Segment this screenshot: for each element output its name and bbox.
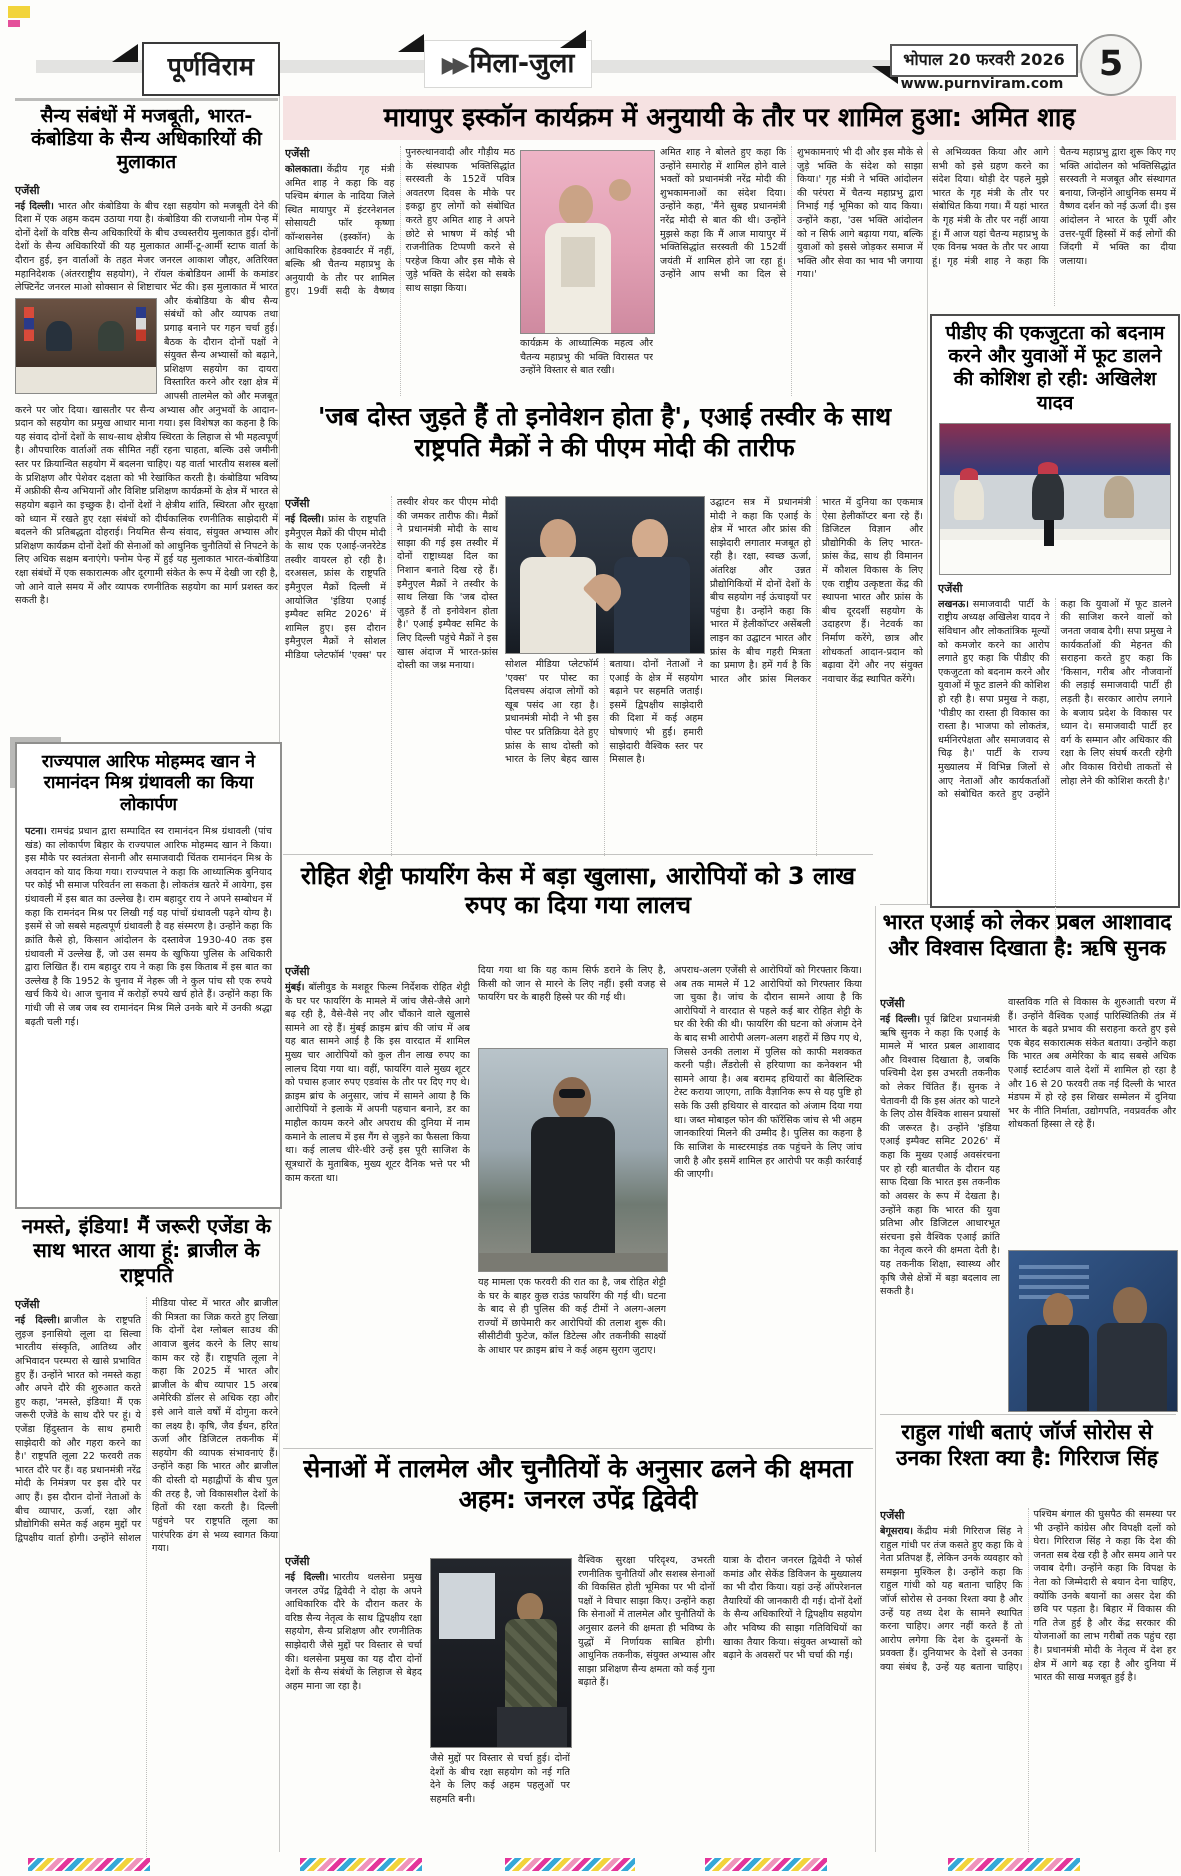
article-macron-continued	[710, 496, 923, 856]
column-divider	[875, 906, 876, 1852]
article-headline: रोहित शेट्टी फायरिंग केस में बड़ा खुलासा, आरोपियों को 3 लाख रुपए का दिया गया लालच	[300, 862, 856, 920]
military-meeting-photo	[15, 298, 157, 394]
byline: एजेंसी	[285, 965, 310, 978]
flag-triangle-icon	[112, 44, 138, 62]
officer-figure	[46, 321, 72, 351]
dateline: नई दिल्ली।	[15, 200, 54, 212]
figure	[520, 557, 596, 653]
dateline: पटना।	[25, 826, 47, 838]
flag	[24, 307, 34, 341]
article-rohit-continued	[674, 964, 862, 1446]
face	[553, 1077, 591, 1121]
body-text: सोशल मीडिया प्लेटफॉर्म 'एक्स' पर पोस्ट का दिलचस्प अंदाज लोगों को खूब पसंद आ रहा है। प्रधानमंत्री मोदी ने भी इस पोस्ट पर प्रतिक्रिया देते हुए फ्रांस के साथ दोस्ती को भारत के लिए बेहद खास बताया। दोनों नेताओं ने एआई के क्षेत्र में सहयोग बढ़ाने पर सहमति जताई। इसमें द्विपक्षीय साझेदारी की दिशा में कई अहम घोषणाएं भी हुईं। हमारी साझेदारी वैश्विक स्तर पर मिसाल है।	[505, 659, 703, 766]
garland	[561, 237, 595, 287]
byline: एजेंसी	[880, 1509, 905, 1522]
body-text: बॉलीवुड के मशहूर फिल्म निर्देशक रोहित शेट्टी के घर पर फायरिंग के मामले में जांच जैसे-जैसे आगे बढ़ रही है, वैसे-वैसे नए और चौंकाने वाले खुलासे सामने आ रहे हैं। मुंबई क्राइम ब्रांच की जांच में अब यह बात सामने आई है कि इस वारदात में शामिल मुख्य चार आरोपियों को कुल तीन लाख रुपए का लालच दिया गया था। वहीं, फायरिंग वाले मुख्य शूटर को पचास हजार रुपए एडवांस के तौर पर दिए गए थे। क्राइम ब्रांच के अनुसार, जांच में सामने आया है कि आरोपियों ने इलाके में अपनी पहचान बनाने, डर का माहौल कायम करने और अपराध की दुनिया में नाम कमाने के लालच में इस गैंग से जुड़ने का फैसला किया था। कई लालच धीरे-धीरे उन्हें इस पूरी साजिश के सूत्रधारों के मुताबिक, मुख्य शूटर दैनिक भत्ते पर भी काम करता था।	[285, 982, 470, 1184]
byline: एजेंसी	[285, 497, 310, 510]
article-headline: भारत एआई को लेकर प्रबल आशावाद और विश्वास दिखाता है: ऋषि सुनक	[882, 910, 1172, 960]
dateline: नई दिल्ली।	[285, 1572, 329, 1583]
face	[632, 519, 668, 561]
article-military	[15, 98, 278, 608]
leader-figure	[954, 476, 984, 520]
article-headline: सैन्य संबंधों में मजबूती, भारत-कंबोडिया के सैन्य अधिकारियों की मुलाकात	[31, 105, 262, 174]
body-text: ब्राजील के राष्ट्रपति लुइज इनासियो लूला दा सिल्वा भारतीय संस्कृति, आतिथ्य और अभिवादन परम्परा से खासे प्रभावित हुए हैं। उन्होंने भारत को नमस्ते कहा और अपने दौरे की शुरुआत करते हुए कहा, 'नमस्ते, इंडिया! मैं एक जरूरी एजेंडे के साथ दौरे पर हूं। ये एजेंडा हिंदुस्तान के साथ हमारी साझेदारी को और गहरा करने का है।' राष्ट्रपति लूला 22 फरवरी तक भारत दौरे पर हैं। वह प्रधानमंत्री नरेंद्र मोदी के निमंत्रण पर इस दौरे पर आए हैं। इस दौरान दोनों नेताओं के बीच व्यापार, ऊर्जा, रक्षा और प्रौद्योगिकी समेत कई अहम मुद्दों पर द्विपक्षीय वार्ता होगी। उन्होंने सोशल मीडिया पोस्ट में भारत और ब्राजील की मित्रता का जिक्र करते हुए लिखा कि दोनों देश ग्लोबल साउथ की आवाज बुलंद करने के लिए साथ काम कर रहे हैं। राष्ट्रपति लूला ने कहा कि 2025 में भारत और ब्राजील के बीच व्यापार 15 अरब अमेरिकी डॉलर से अधिक रहा और इसे आने वाले वर्षों में दोगुना करने का लक्ष्य है। कृषि, जैव ईंधन, हरित ऊर्जा और डिजिटल तकनीक में सहयोग की व्यापक संभावनाएं हैं। उन्होंने कहा कि भारत और ब्राजील की दोस्ती दो महाद्वीपों के बीच पुल की तरह है, जो विकासशील देशों के हितों की रक्षा करती है। दिल्ली पहुंचने पर राष्ट्रपति लूला का पारंपरिक ढंग से भव्य स्वागत किया गया।	[15, 1298, 278, 1555]
officer-figure	[98, 321, 124, 351]
dateline: कोलकाता।	[285, 164, 323, 175]
body-text: वैश्विक सुरक्षा परिदृश्य, उभरती रणनीतिक चुनौतियों और सशस्त्र सेनाओं की विकसित होती भूमिका पर भी दोनों पक्षों ने विचार साझा किए। उन्होंने कहा कि सेनाओं में तालमेल और चुनौतियों के अनुसार ढलने की क्षमता ही भविष्य के युद्धों में निर्णायक साबित होगी। आधुनिक तकनीक, संयुक्त अभ्यास और साझा प्रशिक्षण सैन्य क्षमता को कई गुना बढ़ाते हैं।	[578, 1555, 715, 1689]
body-text: जैसे मुद्दों पर विस्तार से चर्चा हुई। दोनों देशों के बीच रक्षा सहयोग को नई गति देने के लिए कई अहम पहलुओं पर सहमति बनी।	[430, 1753, 570, 1805]
conference-table	[940, 540, 1170, 574]
article-governor	[15, 742, 282, 1209]
article-headline: मायापुर इस्कॉन कार्यक्रम में अनुयायी के तौर पर शामिल हुआ: अमित शाह	[383, 103, 1076, 133]
article-sunak-headline	[878, 910, 1176, 990]
article-sunak-continued	[1008, 996, 1176, 1244]
flag-triangle-icon	[398, 34, 424, 52]
podium	[497, 1707, 567, 1747]
body-text: फ्रांस के राष्ट्रपति इमैनुएल मैक्रों की पीएम मोदी के साथ एक एआई-जनरेटेड तस्वीर वायरल हो रही है। दरअसल, फ्रांस के राष्ट्रपति इमैनुएल मैक्रों दिल्ली में आयोजित 'इंडिया एआई इम्पैक्ट समिट 2026' में शामिल हुए। इस दौरान इमैनुएल मैक्रों ने सोशल मीडिया प्लेटफॉर्म 'एक्स' पर तस्वीर शेयर कर पीएम मोदी की जमकर तारीफ की। मैक्रों ने प्रधानमंत्री मोदी के साथ साझा की गई इस तस्वीर में दोनों राष्ट्राध्यक्ष दिल का निशान बनाते दिख रहे हैं। इमैनुएल मैक्रों ने तस्वीर के साथ लिखा कि 'जब दोस्त जुड़ते हैं तो इनोवेशन होता है।' एआई इम्पैक्ट समिट के लिए दिल्ली पहुंचे मैक्रों ने इस खास अंदाज में भारत-फ्रांस दोस्ती का जश्न मनाया।	[285, 497, 498, 672]
figure	[1097, 1323, 1167, 1411]
website-url: www.purnviram.com	[900, 76, 1064, 92]
body-text: पूर्व ब्रिटिश प्रधानमंत्री ऋषि सुनक ने कहा कि एआई के मामले में भारत प्रबल आशावाद और विश्वास दिखाता है, जबकि पश्चिमी देश इस उभरती तकनीक को लेकर चिंतित हैं। सुनक ने चेतावनी दी कि इस अंतर को पाटने के लिए ठोस वैश्विक शासन प्रयासों की जरूरत है। उन्होंने 'इंडिया एआई इम्पैक्ट समिट 2026' में कहा कि मुख्य एआई अवसंरचना पर हो रही बातचीत के दौरान यह साफ दिखा कि भारत इस तकनीक को अवसर के रूप में देखता है। उन्होंने कहा कि भारत की युवा प्रतिभा और डिजिटल आधारभूत संरचना इसे वैश्विक एआई क्रांति का नेतृत्व करने की क्षमता देती है। यह तकनीक शिक्षा, स्वास्थ्य और कृषि जैसे क्षेत्रों में बड़ा बदलाव ला सकती है।	[880, 1014, 1000, 1298]
article-macron	[285, 496, 498, 856]
masthead	[142, 42, 280, 96]
army-chief-photo	[430, 1558, 572, 1748]
article-amit-shah-continued	[660, 146, 923, 396]
article-giriraj-headline	[878, 1420, 1176, 1502]
article-rohit	[285, 964, 470, 1446]
article-amit-shah	[285, 146, 515, 396]
rishi-sunak-photo	[1008, 1250, 1178, 1412]
article-headline: पीडीए की एकजुटता को बदनाम करने और युवाओं में फूट डालने की कोशिश हो रही: अखिलेश यादव	[945, 322, 1165, 414]
figure	[531, 1117, 615, 1271]
article-headline: सेनाओं में तालमेल और चुनौतियों के अनुसार ढलने की क्षमता अहम: जनरल उपेंद्र द्विवेदी	[303, 1454, 853, 1514]
meeting-table	[16, 367, 156, 393]
date-box: भोपाल 20 फरवरी 2026	[890, 44, 1078, 77]
body-text: उद्घाटन सत्र में प्रधानमंत्री मोदी ने कहा कि एआई के क्षेत्र में भारत और फ्रांस की साझेदारी लगातार मजबूत हो रही है। रक्षा, स्वच्छ ऊर्जा, अंतरिक्ष और उन्नत प्रौद्योगिकियों में दोनों देशों के बीच सहयोग नई ऊंचाइयों पर पहुंचा है। उन्होंने कहा कि भारत में हेलीकॉप्टर असेंबली लाइन का उद्घाटन भारत और फ्रांस के बीच गहरी मित्रता का प्रमाण है। हमें गर्व है कि भारत और फ्रांस मिलकर भारत में दुनिया का एकमात्र ऐसा हेलीकॉप्टर बना रहे हैं। डिजिटल विज्ञान और प्रौद्योगिकी के लिए भारत-फ्रांस केंद्र, साथ ही विमानन में कौशल विकास के लिए एक राष्ट्रीय उत्कृष्टता केंद्र की स्थापना भारत और फ्रांस के बीच दूरदर्शी सहयोग के उदाहरण हैं। नेटवर्क का निर्माण करेंगे, छात्र और शोधकर्ता आदान-प्रदान को बढ़ावा देंगे और नए संयुक्त नवाचार केंद्र स्थापित करेंगे।	[710, 497, 923, 685]
byline: एजेंसी	[285, 1555, 310, 1568]
flag	[136, 307, 146, 341]
section-name: मिला-जुला	[469, 48, 575, 79]
body-text: वास्तविक गति से विकास के शुरुआती चरण में हैं। उन्होंने वैश्विक एआई पारिस्थितिकी तंत्र में भारत के बढ़ते प्रभाव की सराहना करते हुए इसे एक बेहद सकारात्मक संकेत बताया। उन्होंने कहा कि भारत अब अमेरिका के बाद सबसे अधिक एआई स्टार्टअप वाले देशों में शामिल हो रहा है और 16 से 20 फरवरी तक नई दिल्ली के भारत मंडपम में हो रहे इस शिखर सम्मेलन में दुनिया भर के नीति निर्माता, उद्योगपति, नवप्रवर्तक और शोधकर्ता हिस्सा ले रहे हैं।	[1008, 997, 1176, 1131]
sunglasses	[559, 1089, 585, 1098]
article-army-continued	[578, 1554, 715, 1852]
rohit-shetty-photo	[478, 1048, 668, 1272]
dateline: बेगूसराय।	[880, 1526, 913, 1537]
dateline: नई दिल्ली।	[880, 1014, 921, 1025]
body-text: केंद्रीय गृह मंत्री अमित शाह ने कहा कि वह पश्चिम बंगाल के नादिया जिले स्थित मायापुर में इंटरनेशनल सोसायटी फॉर कृष्णा कॉन्शसनेस (इस्कॉन) के आधिकारिक हेडक्वार्टर में नहीं, बल्कि श्री चैतन्य महाप्रभु के अनुयायी के तौर पर शामिल हुए। 19वीं सदी के वैष्णव पुनरुत्थानवादी और गौड़ीय मठ के संस्थापक भक्तिसिद्धांत सरस्वती के 152वें पवित्र अवतरण दिवस के मौके पर इकट्ठा हुए लोगों को संबोधित करते हुए अमित शाह ने अपने छोटे से भाषण में कोई भी राजनीतिक टिप्पणी करने से परहेज किया और इस मौके से जुड़े भक्ति के संदेश को सबके साथ साझा किया।	[285, 147, 515, 298]
byline: एजेंसी	[938, 581, 963, 595]
decorative-ribbon	[300, 1858, 422, 1871]
article-headline: नमस्ते, इंडिया! मैं जरूरी एजेंडा के साथ भारत आया हूं: ब्राजील के राष्ट्रपति	[21, 1214, 272, 1287]
article-amit-shah-continued	[520, 337, 653, 395]
article-brazil	[15, 1214, 278, 1863]
section-divider	[283, 1448, 873, 1449]
body-text: दिया गया था कि यह काम सिर्फ डराने के लिए है, किसी को जान से मारने के लिए नहीं। इसी वजह से फायरिंग घर के बाहरी हिस्से पर की गई थी।	[478, 965, 666, 1004]
byline: एजेंसी	[285, 147, 310, 160]
ground	[479, 1253, 667, 1271]
body-text: समाजवादी पार्टी के राष्ट्रीय अध्यक्ष अखिलेश यादव ने संविधान और लोकतांत्रिक मूल्यों को कमजोर करने का आरोप लगाते हुए कहा कि पीडीए की एकजुटता को बदनाम करने और युवाओं में फूट डालने की कोशिश हो रही है। सपा प्रमुख ने कहा, 'पीडीए का रास्ता ही विकास का रास्ता है। भाजपा को लोकतंत्र, धर्मनिरपेक्षता और समाजवाद से चिढ़ है।' पार्टी के राज्य मुख्यालय में विभिन्न जिलों से आए नेताओं और कार्यकर्ताओं को संबोधित करते हुए उन्होंने कहा कि युवाओं में फूट डालने की साजिश करने वालों को जनता जवाब देगी। सपा प्रमुख ने कार्यकर्ताओं की मेहनत की सराहना करते हुए कहा कि 'किसान, गरीब और नौजवानों की लड़ाई समाजवादी पार्टी ही लड़ती है। सरकार आरोप लगाने के बजाय प्रदेश के विकास पर ध्यान दे। समाजवादी पार्टी हर वर्ग के सम्मान और अधिकार की रक्षा के लिए संघर्ष करती रहेगी और विकास विरोधी ताकतों से लोहा लेने की कोशिश करती है।'	[938, 598, 1172, 801]
body-text: से अभिव्यक्त किया और आगे सभी को इसे ग्रहण करने का संदेश दिया। थोड़ी देर पहले मुझे भारत के गृह मंत्री के तौर पर संबोधित किया गया। मैं यहां भारत के गृह मंत्री के तौर पर नहीं आया हूं। मैं आज यहां चैतन्य महाप्रभु के एक विनम्र भक्त के तौर पर आया हूं। गृह मंत्री शाह ने कहा कि चैतन्य महाप्रभु द्वारा शुरू किए गए भक्ति आंदोलन को भक्तिसिद्धांत सरस्वती ने मजबूत और संस्थागत बनाया, जिन्होंने आधुनिक समय में वैष्णव दर्शन को नई ऊर्जा दी। इस आंदोलन ने भारत के पूर्वी और उत्तर-पूर्वी हिस्सों में कई लोगों की जिंदगी में भक्ति का दीया जलाया।	[932, 147, 1176, 267]
byline: एजेंसी	[15, 1298, 40, 1312]
article-amit-shah-headline-band	[283, 96, 1176, 140]
article-headline: राहुल गांधी बताएं जॉर्ज सोरोस से उनका रिश्ता क्या है: गिरिराज सिंह	[896, 1420, 1158, 1470]
print-mark	[8, 20, 20, 27]
body-text: कार्यक्रम के आध्यात्मिक महत्व और चैतन्य महाप्रभु की भक्ति विरासत पर उन्होंने विस्तार से बात रखी।	[520, 338, 653, 377]
body-text: अपराध-अलग एजेंसी से आरोपियों को गिरफ्तार किया। अब तक मामले में 12 आरोपियों को गिरफ्तार किया जा चुका है। जांच के दौरान सामने आया है कि आरोपियों ने वारदात से पहले कई बार रोहित शेट्टी के घर की रेकी की थी। फायरिंग की घटना को अंजाम देने के बाद सभी आरोपी अलग-अलग शहरों में छिप गए थे, जिससे उनकी तलाश में पुलिस को काफी मशक्कत करनी पड़ी। लैंडरोली से हरियाणा का कनेक्शन भी सामने आया है। अब बरामद हथियारों का बैलिस्टिक टेस्ट कराया जाएगा, ताकि वैज्ञानिक रूप से यह पुष्टि हो सके कि उसी हथियार से वारदात को अंजाम दिया गया था। जब्त मोबाइल फोन की फॉरेंसिक जांच से भी अहम जानकारियां मिलने की उम्मीद है। पुलिस का कहना है कि साजिश के मास्टरमाइंड तक पहुंचने के लिए जांच जारी है और इसमें शामिल हर आरोपी पर कड़ी कार्रवाई की जाएगी।	[674, 965, 862, 1181]
byline: एजेंसी	[880, 997, 905, 1010]
section-divider	[880, 1414, 1176, 1415]
body-text: भारत और कंबोडिया के बीच रक्षा सहयोग को मजबूती देने की दिशा में एक अहम कदम उठाया गया है। कंबोडिया की राजधानी नोम पेन्ह में दोनों देशों के वरिष्ठ सैन्य अधिकारियों के बीच उच्चस्तरीय मुलाकात हुई। दोनों देशों के सैन्य अधिकारियों की यह मुलाकात आर्मी-टू-आर्मी स्टाफ वार्ता के दौरान हुई, इन वार्ताओं के तहत मेजर जनरल आकाश जौहर, अतिरिक्त महानिदेशक (अंतरराष्ट्रीय सहयोग), ने रॉयल कंबोडियन आर्मी के कमांडर लेफ्टिनेंट जनरल माओ सोक्सान से शिष्टाचार भेंट की।	[15, 200, 278, 294]
article-headline: 'जब दोस्त जुड़ते हैं तो इनोवेशन होता है', एआई तस्वीर के साथ राष्ट्रपति मैक्रों ने की पीएम मोदी की तारीफ	[317, 402, 892, 462]
article-army-headline	[283, 1454, 873, 1546]
leader-figure	[1032, 470, 1064, 520]
presentation-screen	[439, 1573, 495, 1639]
body-text: अमित शाह ने बोलते हुए कहा कि उन्होंने समारोह में शामिल होने वाले भक्तों को प्रधानमंत्री नरेंद्र मोदी की शुभकामनाओं का संदेश दिया। उन्होंने कहा, 'मैंने सुबह प्रधानमंत्री नरेंद्र मोदी से बात की थी। उन्होंने मुझसे कहा कि मैं आज मायापुर में भक्तिसिद्धांत सरस्वती की 152वीं जयंती में शामिल होने जा रहा हूं। उन्होंने आप सभी का दिल से शुभकामनाएं भी दी और इस मौके से जुड़े भक्ति के संदेश को साझा किया।' गृह मंत्री ने भक्ति आंदोलन की परंपरा में चैतन्य महाप्रभु द्वारा निभाई गई भूमिका को याद किया। उन्होंने कहा, 'उस भक्ति आंदोलन को न सिर्फ आगे बढ़ाया गया, बल्कि युवाओं को इससे जोड़कर समाज में भक्ति और सेवा का भाव भी जगाया गया।'	[660, 147, 923, 281]
figure	[1027, 1325, 1089, 1411]
article-army-continued	[723, 1554, 862, 1852]
byline: एजेंसी	[15, 183, 40, 197]
dateline: नई दिल्ली।	[15, 1315, 60, 1327]
double-arrow-icon: ▶▶	[441, 53, 464, 78]
article-army	[285, 1554, 422, 1852]
article-macron-continued	[505, 658, 703, 856]
face	[540, 519, 576, 561]
body-text: केंद्रीय मंत्री गिरिराज सिंह ने राहुल गांधी पर तंज कसते हुए कहा कि वे नेता प्रतिपक्ष हैं, लेकिन उनके व्यवहार को समझना मुश्किल है। उन्होंने कहा कि राहुल गांधी को यह बताना चाहिए कि जॉर्ज सोरोस से उनका रिश्ता क्या है और उन्हें यह तथ्य देश के सामने स्थापित करना चाहिए। अगर नहीं करते हैं तो आरोप लगेगा कि देश के दुश्मनों के प्रवक्ता हैं। दुनियाभर के देशों से उनका क्या संबंध है, उन्हें यह बताना चाहिए। पश्चिम बंगाल की घुसपैठ की समस्या पर भी उन्होंने कांग्रेस और विपक्षी दलों को घेरा। गिरिराज सिंह ने कहा कि देश की जनता सब देख रही है और समय आने पर जवाब देगी। उन्होंने कहा कि विपक्ष के नेता को जिम्मेदारी से बयान देना चाहिए, क्योंकि उनके बयानों का असर देश की छवि पर पड़ता है। बिहार में विकास की गति तेज हुई है और केंद्र सरकार की योजनाओं का लाभ गरीबों तक पहुंच रहा है। प्रधानमंत्री मोदी के नेतृत्व में देश हर क्षेत्र में आगे बढ़ रहा है और दुनिया में भारत की साख मजबूत हुई है।	[880, 1509, 1176, 1684]
camouflage-figure	[505, 1619, 557, 1709]
face	[1043, 1293, 1073, 1329]
body-text: यात्रा के दौरान जनरल द्विवेदी ने फोर्स कमांड और सेकेंड डिविजन के मुख्यालय का भी दौरा किया। यहां उन्हें ऑपरेशनल तैयारियों की जानकारी दी गई। दोनों देशों के सैन्य अधिकारियों ने द्विपक्षीय सहयोग और भविष्य की साझा गतिविधियों का खाका तैयार किया। संयुक्त अभ्यासों को बढ़ाने के अवसरों पर भी चर्चा की गई।	[723, 1555, 862, 1662]
article-sunak	[880, 996, 1000, 1414]
article-rohit-continued	[478, 1276, 666, 1446]
face	[559, 185, 593, 225]
decorative-ribbon	[505, 1858, 635, 1871]
body-text: इस मुलाकात में भारत और कंबोडिया के बीच सैन्य संबंधों को और व्यापक तथा प्रगाढ़ बनाने पर गहन चर्चा हुई। बैठक के दौरान दोनों पक्षों ने संयुक्त सैन्य अभ्यासों को बढ़ाने, प्रशिक्षण सहयोग का दायरा विस्तारित करने और रक्षा क्षेत्र में आपसी तालमेल को और मजबूत करने पर जोर दिया। खासतौर पर सैन्य अभ्यास और अनुभवों के आदान-प्रदान को सहयोग का प्रमुख आधार माना गया। इस विशेषज्ञ का कहना है कि यह संवाद दोनों देशों के साथ-साथ क्षेत्रीय स्थिरता के लिहाज से भी महत्वपूर्ण है। औपचारिक वार्ताओं तक सीमित नहीं रहना चाहता, बल्कि उसे जमीनी स्तर पर क्रियान्वित सहयोग में बदलना चाहिए। यह वार्ता भारतीय सशस्त्र बलों के प्रशिक्षण और पेशेवर दक्षता को भी रेखांकित करती है। कंबोडिया भविष्य में अफ्रीकी सैन्य अभियानों और विशिष्ट प्रशिक्षण कार्यक्रमों के क्षेत्र में भारत से सहयोग बढ़ाने का इच्छुक है। दोनों देशों ने क्षेत्रीय शांति, स्थिरता और सुरक्षा को ध्यान में रखते हुए रक्षा संबंधों को दीर्घकालिक रणनीतिक साझेदारी में बदलने की प्रतिबद्धता दोहराई। नियमित सैन्य संवाद, संयुक्त अभ्यास और प्रशिक्षण कार्यक्रम दोनों देशों की सेनाओं को आधुनिक चुनौतियों से निपटने के लिए अधिक सक्षम बनाएंगे। फ्नोम पेन्ह में हुई यह मुलाकात भारत-कंबोडिया रक्षा संबंधों में एक सकारात्मक और दूरगामी संकेत के रूप में देखी जा रही है, जो आने वाले समय में और व्यापक रणनीतिक सहयोग का मार्ग प्रशस्त कर सकती है।	[15, 282, 278, 607]
article-amit-shah-continued	[932, 146, 1176, 306]
modi-macron-photo	[505, 496, 705, 654]
decorative-ribbon	[705, 1858, 827, 1871]
article-rohit-continued	[478, 964, 666, 1042]
newspaper-title: पूर्णविराम	[167, 52, 255, 81]
akhilesh-press-photo	[939, 423, 1171, 575]
decorative-ribbon	[948, 1858, 1080, 1871]
red-cap	[960, 468, 978, 480]
microphone	[1044, 520, 1054, 546]
dateline: मुंबई।	[285, 982, 305, 993]
article-rohit-headline	[283, 862, 873, 956]
body-text: रामचंद्र प्रधान द्वारा सम्पादित स्व रामानंदन मिश्र ग्रंथावली (पांच खंड) का लोकार्पण बिहार के राज्यपाल आरिफ मोहम्मद खान ने किया। इस मौके पर स्वतंत्रता सेनानी और समाजवादी चिंतक रामानंदन मिश्र के अवदान को याद किया गया। राज्यपाल ने कहा कि आध्यात्मिक बुनियाद पर कोई भी समाज परिवर्तन ला सकता है। लोकतंत्र खतरे में आयेगा, इस ग्रंथावली में इस बात का उल्लेख है। राम बहादुर राय ने अपने सम्बोधन में कहा कि रामनंदन मिश्र पर लिखी गई यह पांचों ग्रंथावली पढ़ने योग्य है। इसमें से जो सबसे महत्वपूर्ण ग्रंथावली है वह संस्मरण है। उन्होंने कहा कि क्रांति कैसे हो, किसान आंदोलन के दस्तावेज 1930-40 तक इस ग्रंथावली में उल्लेख हैं, जो उस समय के खुफिया पुलिस के अधिकारी द्वारा लिखित हैं। राम बहादुर राय ने कहा कि इस किताब में इस बात का उल्लेख है कि 1952 के चुनाव में नेहरू जी ने कुल पांच सौ एक रुपये खर्च किये थे। आज चुनाव में करोड़ों रुपये खर्च होते हैं। उन्होंने कहा कि गांधी जी से जब जब स्व रामानंदन मिश्र मिले उनके बारे में उनकी श्रद्धा बढ़ती चली गई।	[25, 826, 272, 1028]
leader-figure	[1104, 476, 1134, 518]
body-text: यह मामला एक फरवरी की रात का है, जब रोहित शेट्टी के घर के बाहर कुछ राउंड फायरिंग की गई थी। घटना के बाद से ही पुलिस की कई टीमों ने अलग-अलग राज्यों में छापेमारी कर आरोपियों की तलाश शुरू की। सीसीटीवी फुटेज, कॉल डिटेल्स और तकनीकी साक्ष्यों के आधार पर क्राइम ब्रांच ने कई अहम सुराग जुटाए।	[478, 1277, 666, 1357]
print-mark	[8, 6, 30, 18]
body-text: भारतीय थलसेना प्रमुख जनरल उपेंद्र द्विवेदी ने दोहा के अपने आधिकारिक दौरे के दौरान कतर के वरिष्ठ सैन्य नेतृत्व के साथ द्विपक्षीय रक्षा सहयोग, सैन्य प्रशिक्षण और रणनीतिक साझेदारी जैसे मुद्दों पर विस्तार से चर्चा की। थलसेना प्रमुख का यह दौरा दोनों देशों के सैन्य संबंधों के लिहाज से बेहद अहम माना जा रहा है।	[285, 1572, 422, 1692]
article-headline: राज्यपाल आरिफ मोहम्मद खान ने रामानंदन मिश्र ग्रंथावली का किया लोकार्पण	[41, 752, 256, 815]
page-number: 5	[1098, 44, 1124, 84]
waving-hand	[609, 179, 631, 201]
article-giriraj	[880, 1508, 1176, 1852]
red-cap	[1038, 462, 1058, 474]
article-akhilesh	[930, 314, 1180, 908]
column-divider	[927, 142, 928, 904]
article-army-continued	[430, 1752, 570, 1852]
face	[1113, 1287, 1147, 1327]
article-macron-headline	[283, 402, 926, 492]
decorative-ribbon	[28, 1858, 150, 1871]
dateline: नई दिल्ली।	[285, 514, 325, 525]
flag-triangle-icon	[560, 30, 586, 48]
dateline: लखनऊ।	[938, 598, 969, 610]
amit-shah-photo	[520, 150, 655, 334]
page-number-circle	[1080, 34, 1142, 96]
figure	[614, 557, 690, 653]
